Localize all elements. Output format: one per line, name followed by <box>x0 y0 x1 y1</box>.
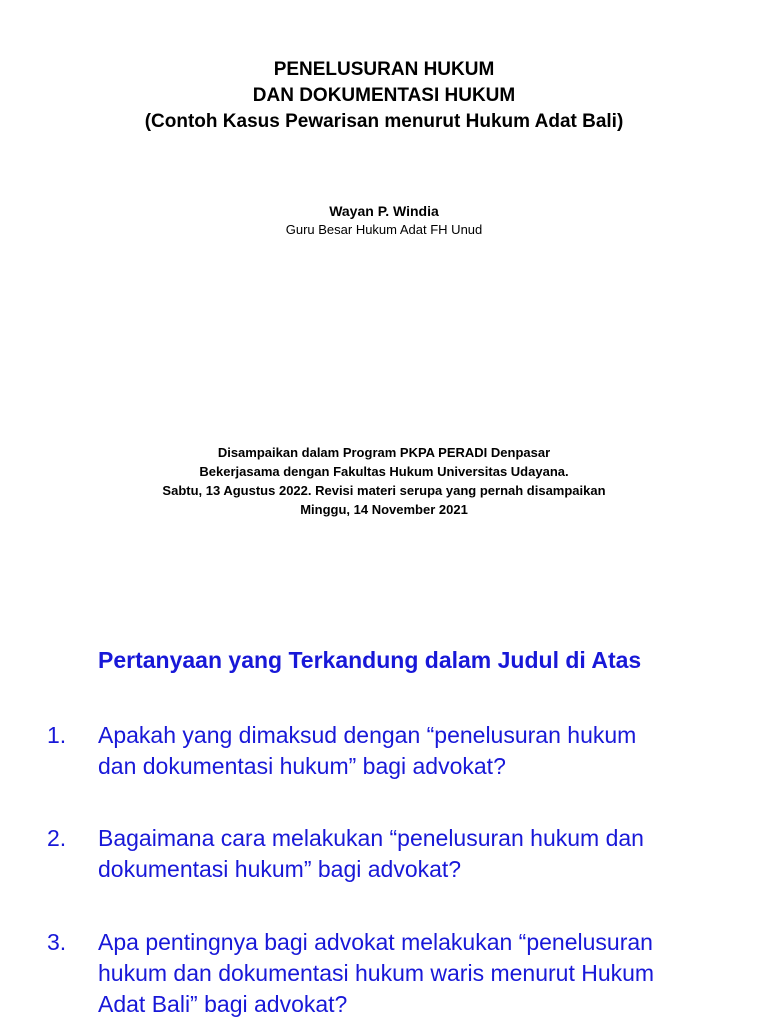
document-title <box>0 57 768 135</box>
questions-slide <box>0 600 768 1024</box>
question-line: dan dokumentasi hukum” bagi advokat? <box>98 753 506 779</box>
question-line: hukum dan dokumentasi hukum waris menurut Hukum <box>98 960 655 986</box>
title-line-1: PENELUSURAN HUKUM <box>273 59 495 80</box>
presentation-line-3: Sabtu, 13 Agustus 2022. Revisi materi serupa yang pernah disampaikan <box>162 483 606 498</box>
question-line: dokumentasi hukum” bagi advokat? <box>98 856 462 882</box>
author-name: Wayan P. Windia <box>329 203 439 219</box>
question-number: 3. <box>47 929 67 955</box>
title-line-2: DAN DOKUMENTASI HUKUM <box>252 85 516 106</box>
questions-heading: Pertanyaan yang Terkandung dalam Judul di Atas <box>98 647 642 673</box>
question-text <box>98 823 748 885</box>
question-text <box>98 927 748 1020</box>
presentation-line-4: Minggu, 14 November 2021 <box>300 502 468 517</box>
title-line-3: (Contoh Kasus Pewarisan menurut Hukum Adat Bali) <box>144 111 624 132</box>
question-line: Adat Bali” bagi advokat? <box>98 991 348 1017</box>
presentation-line-1: Disampaikan dalam Program PKPA PERADI Denpasar <box>217 445 551 460</box>
question-number: 2. <box>47 825 67 851</box>
presentation-info <box>0 443 768 519</box>
question-number: 1. <box>47 722 67 748</box>
presentation-line-2: Bekerjasama dengan Fakultas Hukum Universitas Udayana. <box>199 464 569 479</box>
question-line: Bagaimana cara melakukan “penelusuran hukum dan <box>98 825 644 851</box>
question-line: Apakah yang dimaksud dengan “penelusuran hukum <box>98 722 637 748</box>
author-role: Guru Besar Hukum Adat FH Unud <box>285 222 483 237</box>
question-text <box>98 720 748 782</box>
question-line: Apa pentingnya bagi advokat melakukan “penelusuran <box>98 929 653 955</box>
